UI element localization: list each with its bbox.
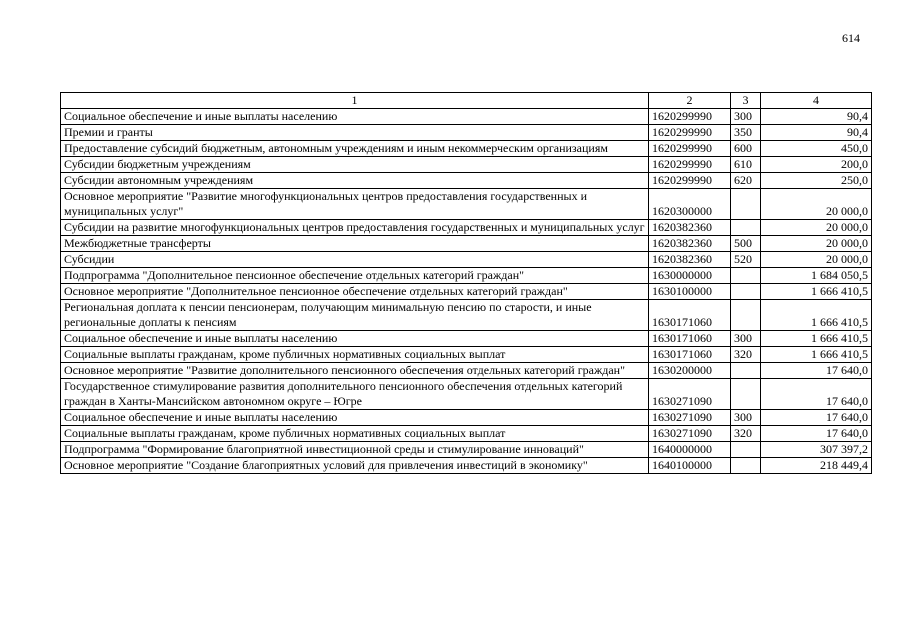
table-row xyxy=(61,347,872,363)
row-amount-cell: 1 666 410,5 xyxy=(761,284,872,300)
row-type-cell xyxy=(731,300,761,331)
row-amount-cell: 450,0 xyxy=(761,141,872,157)
row-amount-cell: 17 640,0 xyxy=(761,363,872,379)
row-name-cell: Подпрограмма "Формирование благоприятной инвестиционной среды и стимулирование инноваций" xyxy=(61,442,649,458)
row-code-cell: 1630200000 xyxy=(649,363,731,379)
row-type-cell: 300 xyxy=(731,109,761,125)
row-code-cell: 1640000000 xyxy=(649,442,731,458)
table-row xyxy=(61,426,872,442)
table-row xyxy=(61,268,872,284)
row-type-cell xyxy=(731,189,761,220)
row-amount-cell: 1 666 410,5 xyxy=(761,331,872,347)
row-type-cell: 500 xyxy=(731,236,761,252)
budget-table xyxy=(60,92,872,474)
row-code-cell: 1630171060 xyxy=(649,347,731,363)
row-amount-cell: 1 684 050,5 xyxy=(761,268,872,284)
header-cell-amount: 4 xyxy=(761,93,872,109)
row-code-cell: 1630171060 xyxy=(649,300,731,331)
table-row xyxy=(61,458,872,474)
row-type-cell: 300 xyxy=(731,410,761,426)
header-cell-type: 3 xyxy=(731,93,761,109)
row-code-cell: 1630000000 xyxy=(649,268,731,284)
table-row xyxy=(61,284,872,300)
table-row xyxy=(61,410,872,426)
row-name-cell: Премии и гранты xyxy=(61,125,649,141)
row-code-cell: 1620299990 xyxy=(649,157,731,173)
row-name-cell: Субсидии на развитие многофункциональных центров предоставления государственных и муниципальных услуг xyxy=(61,220,649,236)
row-code-cell: 1620300000 xyxy=(649,189,731,220)
row-name-cell: Субсидии xyxy=(61,252,649,268)
row-name-cell: Социальное обеспечение и иные выплаты населению xyxy=(61,109,649,125)
row-code-cell: 1640100000 xyxy=(649,458,731,474)
row-name-cell: Социальные выплаты гражданам, кроме публичных нормативных социальных выплат xyxy=(61,426,649,442)
header-row xyxy=(61,93,872,109)
row-name-cell: Подпрограмма "Дополнительное пенсионное обеспечение отдельных категорий граждан" xyxy=(61,268,649,284)
row-type-cell: 300 xyxy=(731,331,761,347)
row-code-cell: 1630271090 xyxy=(649,410,731,426)
row-name-cell: Субсидии бюджетным учреждениям xyxy=(61,157,649,173)
row-amount-cell: 20 000,0 xyxy=(761,189,872,220)
row-amount-cell: 17 640,0 xyxy=(761,410,872,426)
row-amount-cell: 200,0 xyxy=(761,157,872,173)
row-code-cell: 1620299990 xyxy=(649,125,731,141)
table-row xyxy=(61,157,872,173)
row-type-cell xyxy=(731,363,761,379)
row-type-cell xyxy=(731,220,761,236)
row-type-cell: 320 xyxy=(731,426,761,442)
table-row xyxy=(61,300,872,331)
row-type-cell: 520 xyxy=(731,252,761,268)
row-name-cell: Социальное обеспечение и иные выплаты населению xyxy=(61,331,649,347)
table-row xyxy=(61,109,872,125)
row-code-cell: 1630271090 xyxy=(649,426,731,442)
row-amount-cell: 90,4 xyxy=(761,109,872,125)
row-name-cell: Основное мероприятие "Создание благоприятных условий для привлечения инвестиций в экономику" xyxy=(61,458,649,474)
row-type-cell xyxy=(731,458,761,474)
row-name-cell: Межбюджетные трансферты xyxy=(61,236,649,252)
row-name-cell: Предоставление субсидий бюджетным, автономным учреждениям и иным некоммерческим организациям xyxy=(61,141,649,157)
table-row xyxy=(61,363,872,379)
row-name-cell: Субсидии автономным учреждениям xyxy=(61,173,649,189)
header-cell-name: 1 xyxy=(61,93,649,109)
row-amount-cell: 250,0 xyxy=(761,173,872,189)
table-row xyxy=(61,125,872,141)
table-header xyxy=(61,93,872,109)
row-type-cell xyxy=(731,379,761,410)
row-amount-cell: 20 000,0 xyxy=(761,236,872,252)
row-amount-cell: 307 397,2 xyxy=(761,442,872,458)
table-row xyxy=(61,331,872,347)
table-row xyxy=(61,189,872,220)
row-name-cell: Основное мероприятие "Дополнительное пенсионное обеспечение отдельных категорий граждан" xyxy=(61,284,649,300)
table-row xyxy=(61,141,872,157)
table-row xyxy=(61,220,872,236)
row-type-cell: 320 xyxy=(731,347,761,363)
row-name-cell: Основное мероприятие "Развитие многофункциональных центров предоставления государственных и муниципальных услуг" xyxy=(61,189,649,220)
row-name-cell: Региональная доплата к пенсии пенсионерам, получающим минимальную пенсию по старости, и иные региональные доплаты к пенсиям xyxy=(61,300,649,331)
row-type-cell: 350 xyxy=(731,125,761,141)
row-code-cell: 1630271090 xyxy=(649,379,731,410)
row-code-cell: 1620382360 xyxy=(649,236,731,252)
row-amount-cell: 1 666 410,5 xyxy=(761,300,872,331)
row-amount-cell: 17 640,0 xyxy=(761,426,872,442)
row-type-cell: 600 xyxy=(731,141,761,157)
row-code-cell: 1620299990 xyxy=(649,109,731,125)
table-body xyxy=(61,109,872,474)
row-name-cell: Государственное стимулирование развития дополнительного пенсионного обеспечения отдельных категорий граждан в Ханты-Мансийском автономном округе – Югре xyxy=(61,379,649,410)
table-row xyxy=(61,173,872,189)
row-type-cell xyxy=(731,284,761,300)
row-code-cell: 1620382360 xyxy=(649,252,731,268)
row-type-cell: 620 xyxy=(731,173,761,189)
row-amount-cell: 17 640,0 xyxy=(761,379,872,410)
table-row xyxy=(61,252,872,268)
row-name-cell: Социальное обеспечение и иные выплаты населению xyxy=(61,410,649,426)
row-code-cell: 1620382360 xyxy=(649,220,731,236)
row-code-cell: 1630171060 xyxy=(649,331,731,347)
header-cell-code: 2 xyxy=(649,93,731,109)
table-row xyxy=(61,379,872,410)
row-name-cell: Социальные выплаты гражданам, кроме публичных нормативных социальных выплат xyxy=(61,347,649,363)
table-row xyxy=(61,442,872,458)
table-row xyxy=(61,236,872,252)
row-amount-cell: 20 000,0 xyxy=(761,220,872,236)
page-number: 614 xyxy=(842,31,860,45)
row-code-cell: 1630100000 xyxy=(649,284,731,300)
row-type-cell xyxy=(731,442,761,458)
row-code-cell: 1620299990 xyxy=(649,173,731,189)
row-amount-cell: 20 000,0 xyxy=(761,252,872,268)
row-name-cell: Основное мероприятие "Развитие дополнительного пенсионного обеспечения отдельных категорий граждан" xyxy=(61,363,649,379)
row-type-cell xyxy=(731,268,761,284)
row-code-cell: 1620299990 xyxy=(649,141,731,157)
row-amount-cell: 1 666 410,5 xyxy=(761,347,872,363)
row-type-cell: 610 xyxy=(731,157,761,173)
row-amount-cell: 218 449,4 xyxy=(761,458,872,474)
row-amount-cell: 90,4 xyxy=(761,125,872,141)
